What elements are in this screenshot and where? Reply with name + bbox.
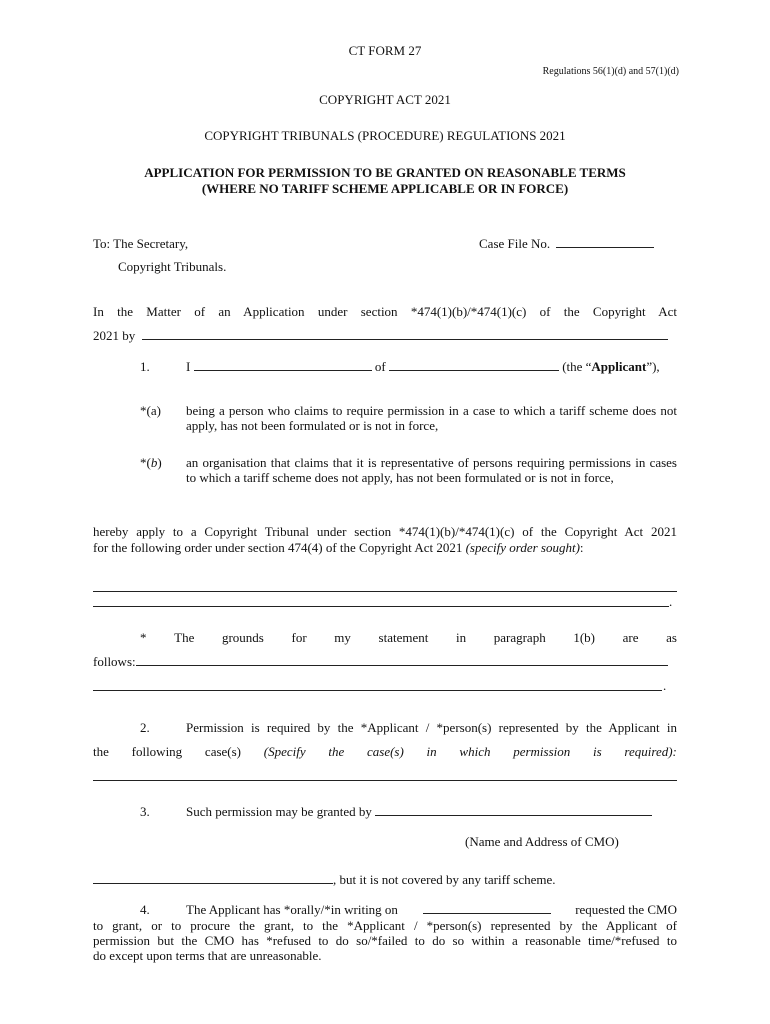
- option-b-label-pre: *(: [140, 455, 151, 470]
- hereby-line-2-text: for the following order under section 474(4) of the Copyright Act 2021: [93, 540, 463, 555]
- act-title: COPYRIGHT ACT 2021: [319, 92, 451, 107]
- item-1-line: [186, 359, 660, 375]
- item-2-line-2: [93, 744, 677, 760]
- form-number: CT FORM 27: [348, 43, 422, 58]
- order-sought-line-1[interactable]: [93, 591, 677, 592]
- addressee-line-2: Copyright Tribunals.: [118, 259, 227, 274]
- grounds-word: in: [455, 630, 467, 645]
- item-2-line-1: Permission is required by the *Applicant / *person(s) represented by the Applicant in: [186, 720, 677, 735]
- item-2-number: 2.: [140, 720, 150, 735]
- cases-blank[interactable]: [93, 780, 677, 781]
- tariff-line: [93, 872, 556, 888]
- date-blank[interactable]: [423, 902, 551, 914]
- cmo-name-blank[interactable]: [375, 804, 652, 816]
- applicant-address-field[interactable]: [389, 359, 559, 371]
- hereby-line-1: hereby apply to a Copyright Tribunal under section *474(1)(b)/*474(1)(c) of the Copyright Act 2021: [93, 524, 677, 539]
- item-4-start: The Applicant has *orally/*in writing on: [186, 902, 398, 917]
- item-3-line: [186, 804, 652, 820]
- heading-line-1: APPLICATION FOR PERMISSION TO BE GRANTED ON REASONABLE TERMS: [144, 165, 626, 180]
- grounds-blank-1[interactable]: [136, 654, 668, 666]
- matter-line-1: In the Matter of an Application under section *474(1)(b)/*474(1)(c) of the Copyright Act: [93, 304, 677, 319]
- grounds-word: my: [334, 630, 351, 645]
- applicant-name-blank[interactable]: [142, 328, 668, 340]
- item-4-line-3: permission but the CMO has *refused to do so/*failed to do so within a reasonable time/*refused to: [93, 933, 677, 948]
- addressee-line-1: To: The Secretary,: [93, 236, 189, 251]
- item-3-text: Such permission may be granted by: [186, 804, 372, 819]
- option-b-text: an organisation that claims that it is representative of persons requiring permissions in cases to which a tariff scheme does not apply, has not been formulated or is not in force,: [186, 455, 677, 485]
- item-1-of: of: [374, 359, 386, 374]
- grounds-word: statement: [378, 630, 429, 645]
- grounds-line: [140, 630, 677, 646]
- item-1-number: 1.: [140, 359, 150, 374]
- case-file-field: [479, 236, 654, 252]
- case-file-label: Case File No.: [479, 236, 551, 251]
- hereby-specify: (specify order sought): [465, 540, 580, 555]
- order-sought-period: .: [669, 594, 673, 609]
- option-a-text: being a person who claims to require permission in a case to which a tariff scheme does not apply, has not been formulated or is not in force,: [186, 403, 677, 433]
- option-a-label: *(a): [140, 403, 161, 418]
- heading-line-2: (WHERE NO TARIFF SCHEME APPLICABLE OR IN FORCE): [201, 181, 569, 196]
- grounds-word: as: [666, 630, 677, 645]
- option-b-label-post: ): [157, 455, 162, 470]
- grounds-word: grounds: [221, 630, 264, 645]
- item-1-applicant: Applicant: [591, 359, 647, 374]
- order-sought-line-2[interactable]: [93, 606, 669, 607]
- grounds-follows-label: follows:: [93, 654, 136, 669]
- item-1-i: I: [186, 359, 191, 374]
- item-4-line-1: [186, 902, 677, 918]
- option-b-label-letter: b: [150, 455, 158, 470]
- grounds-word: 1(b): [573, 630, 595, 645]
- item-2-word: case(s): [366, 744, 404, 759]
- grounds-period: .: [663, 678, 667, 693]
- item-2-word: case(s): [204, 744, 242, 759]
- regulations-title: COPYRIGHT TRIBUNALS (PROCEDURE) REGULATIONS 2021: [204, 128, 566, 143]
- item-1-the-close: ”),: [646, 359, 660, 374]
- cmo-address-blank[interactable]: [93, 872, 333, 884]
- item-2-word: following: [131, 744, 183, 759]
- tariff-text: , but it is not covered by any tariff scheme.: [333, 872, 556, 887]
- grounds-blank-2[interactable]: [93, 690, 662, 691]
- grounds-word: are: [622, 630, 639, 645]
- case-file-blank[interactable]: [556, 236, 654, 248]
- applicant-name-field[interactable]: [194, 359, 372, 371]
- matter-by-label: 2021 by: [93, 328, 136, 343]
- item-2-word: (Specify: [263, 744, 306, 759]
- item-4-number: 4.: [140, 902, 150, 917]
- item-2-word: which: [459, 744, 491, 759]
- item-2-word: in: [426, 744, 437, 759]
- matter-line-2: [93, 328, 668, 344]
- option-b-label: [140, 455, 162, 471]
- grounds-word: for: [291, 630, 307, 645]
- item-2-word: the: [328, 744, 345, 759]
- item-2-word: permission: [513, 744, 571, 759]
- cmo-label: (Name and Address of CMO): [465, 834, 619, 849]
- item-4-end: requested the CMO: [575, 902, 677, 917]
- grounds-word: paragraph: [493, 630, 546, 645]
- item-4-line-4: do except upon terms that are unreasonable.: [93, 948, 322, 963]
- item-2-word: is: [593, 744, 602, 759]
- hereby-line-2: [93, 540, 584, 556]
- item-1-the-open: (the “: [562, 359, 592, 374]
- hereby-colon: :: [579, 540, 584, 555]
- item-3-number: 3.: [140, 804, 150, 819]
- regulations-reference: Regulations 56(1)(d) and 57(1)(d): [542, 66, 679, 77]
- grounds-follows: [93, 654, 668, 670]
- item-2-word: the: [93, 744, 109, 759]
- item-2-word: required):: [624, 744, 677, 759]
- grounds-word: The: [174, 630, 195, 645]
- item-4-line-2: to grant, or to procure the grant, to the *Applicant / *person(s) represented by the Applicant of: [93, 918, 677, 933]
- grounds-word: *: [140, 630, 147, 645]
